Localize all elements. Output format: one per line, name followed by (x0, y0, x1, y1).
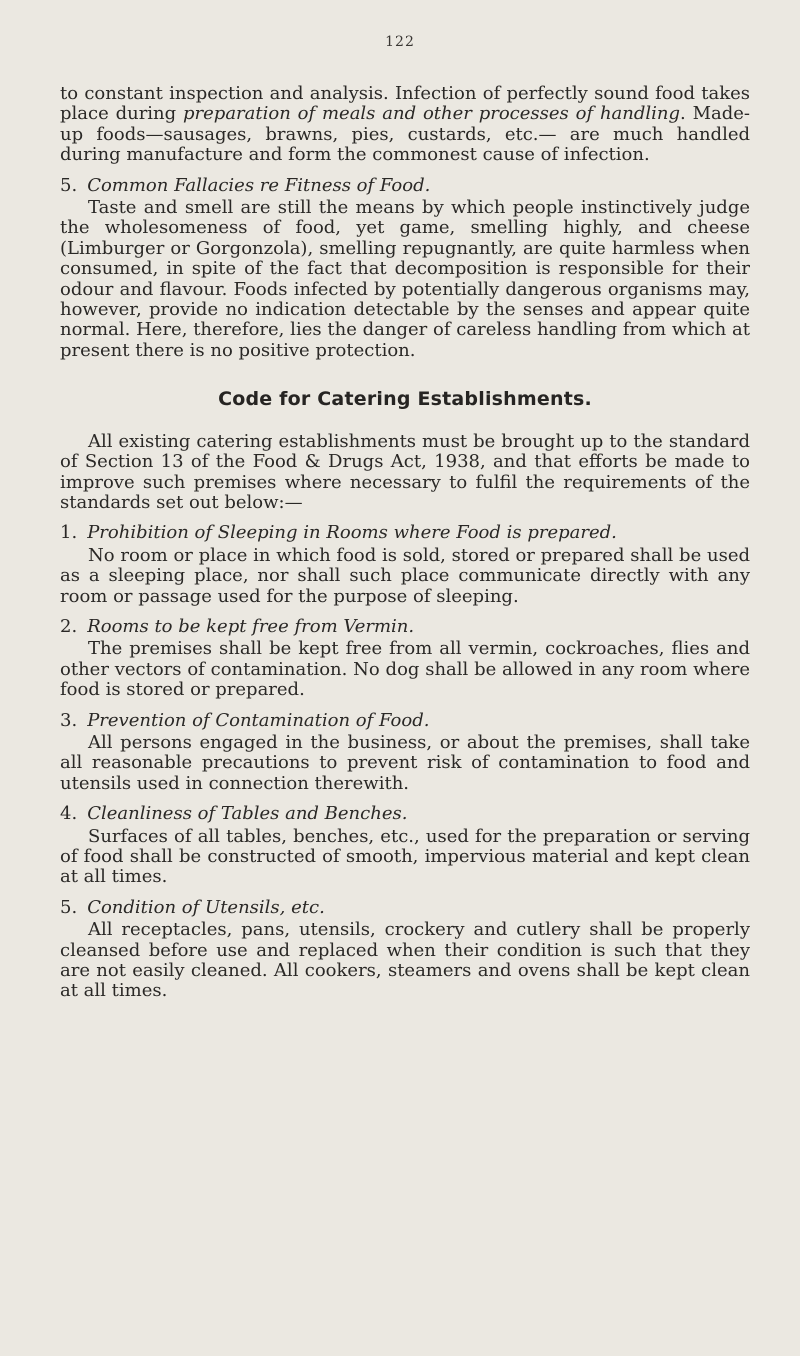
rule-2-heading (60, 617, 750, 637)
rule-1-title: Prohibition of Sleeping in Rooms where Food is prepared. (87, 522, 617, 544)
rule-1-heading (60, 523, 750, 543)
rule-5-body: All receptacles, pans, utensils, crockery and cutlery shall be properly cleansed before use and replaced when their condition is such that they are not easily cleaned. All cookers, steamers and ovens shall be kept clean at all times. (60, 919, 750, 1002)
fallacies-body: Taste and smell are still the means by which people instinctively judge the wholesomeness of food, yet game, smelling highly, and cheese (Limburger or Gorgonzola), smelling repugnantly, are quite harmless when consumed, in spite of the fact that decomposition is responsible for their odour and flavour. Foods infected by potentially dangerous organisms may, however, provide no indication detectable by the senses and appear quite normal. Here, therefore, lies the danger of careless handling from which at present there is no positive protection. (60, 197, 750, 361)
rule-4-body: Surfaces of all tables, benches, etc., used for the preparation or serving of food shall be constructed of smooth, impervious material and kept clean at all times. (60, 825, 750, 888)
page-number: 122 (385, 34, 415, 50)
rule-1-body: No room or place in which food is sold, stored or prepared shall be used as a sleeping place, nor shall such place communicate directly with any room or passage used for the purpose of sleeping. (60, 544, 750, 607)
rule-3-body: All persons engaged in the business, or about the premises, shall take all reasonable precautions to prevent risk of contamination to food and utensils used in connection therewith. (60, 731, 750, 794)
rule-2-number: 2. (60, 615, 78, 637)
intro-paragraph (60, 84, 750, 166)
page-content (60, 84, 750, 1002)
rule-4-number: 4. (60, 803, 78, 825)
intro-text-end: . Made-up foods—sausages, brawns, pies, custards, etc.— are much handled during manufacture and form the commonest cause of infection. (60, 103, 750, 166)
intro-text-start: to constant inspection and analysis. Infection of perfectly sound food takes place during (60, 83, 750, 125)
rule-5-title: Condition of Utensils, etc. (87, 896, 325, 918)
rule-3-heading (60, 711, 750, 731)
code-intro: All existing catering establishments must be brought up to the standard of Section 13 of the Food & Drugs Act, 1938, and that efforts be made to improve such premises where necessary to fulfil the requirements of the standards set out below:— (60, 430, 750, 513)
rule-4-heading (60, 804, 750, 824)
rule-1-number: 1. (60, 522, 78, 544)
rule-5-number: 5. (60, 896, 78, 918)
rule-2-title: Rooms to be kept free from Vermin. (87, 615, 415, 637)
code-heading: Code for Catering Establishments. (218, 388, 592, 411)
fallacies-title: Common Fallacies re Fitness of Food. (87, 174, 431, 196)
intro-emphasis: preparation of meals and other processes of handling (183, 103, 681, 125)
rule-2-body: The premises shall be kept free from all vermin, cockroaches, flies and other vectors of contamination. No dog shall be allowed in any room where food is stored or prepared. (60, 638, 750, 701)
rule-5-heading (60, 898, 750, 918)
rule-3-title: Prevention of Contamination of Food. (87, 709, 430, 731)
rule-4-title: Cleanliness of Tables and Benches. (87, 803, 408, 825)
fallacies-number: 5. (60, 174, 78, 196)
fallacies-heading (60, 176, 750, 196)
rule-3-number: 3. (60, 709, 78, 731)
